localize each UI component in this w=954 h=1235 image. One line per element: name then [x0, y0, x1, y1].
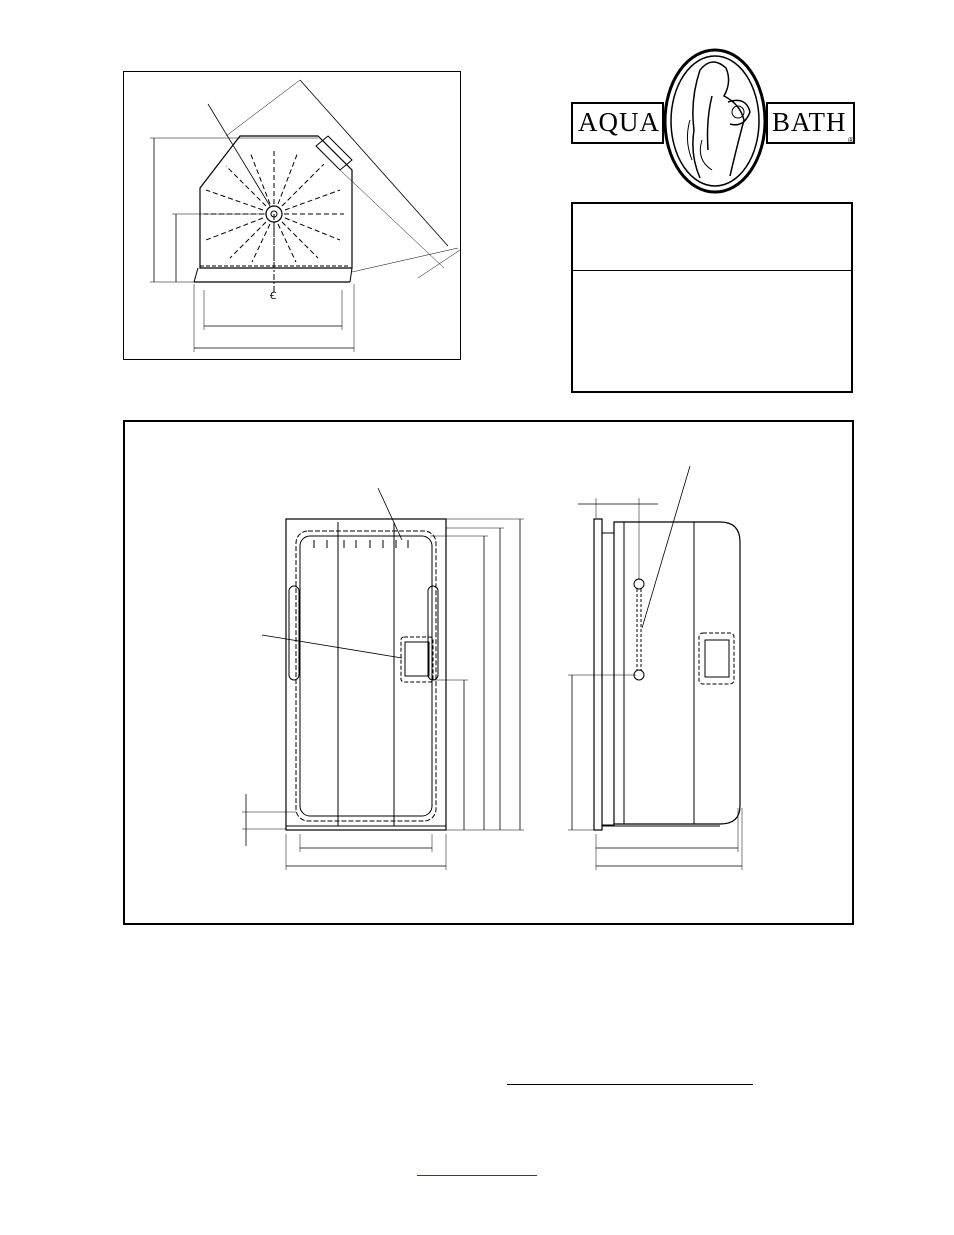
website-link-underline[interactable]: [417, 1175, 537, 1176]
logo-word-aqua: AQUA: [578, 107, 660, 137]
elevation-frame: [123, 420, 854, 925]
woman-with-urn-icon: [665, 50, 765, 192]
logo-word-bath: BATH: [772, 107, 847, 137]
svg-text:Ꞓ: Ꞓ: [270, 291, 277, 302]
registered-mark: ®: [848, 136, 854, 145]
info-box: [571, 202, 853, 393]
signature-line: [507, 1084, 753, 1085]
plan-view-drawing: [150, 80, 460, 352]
info-box-divider: [573, 270, 851, 271]
